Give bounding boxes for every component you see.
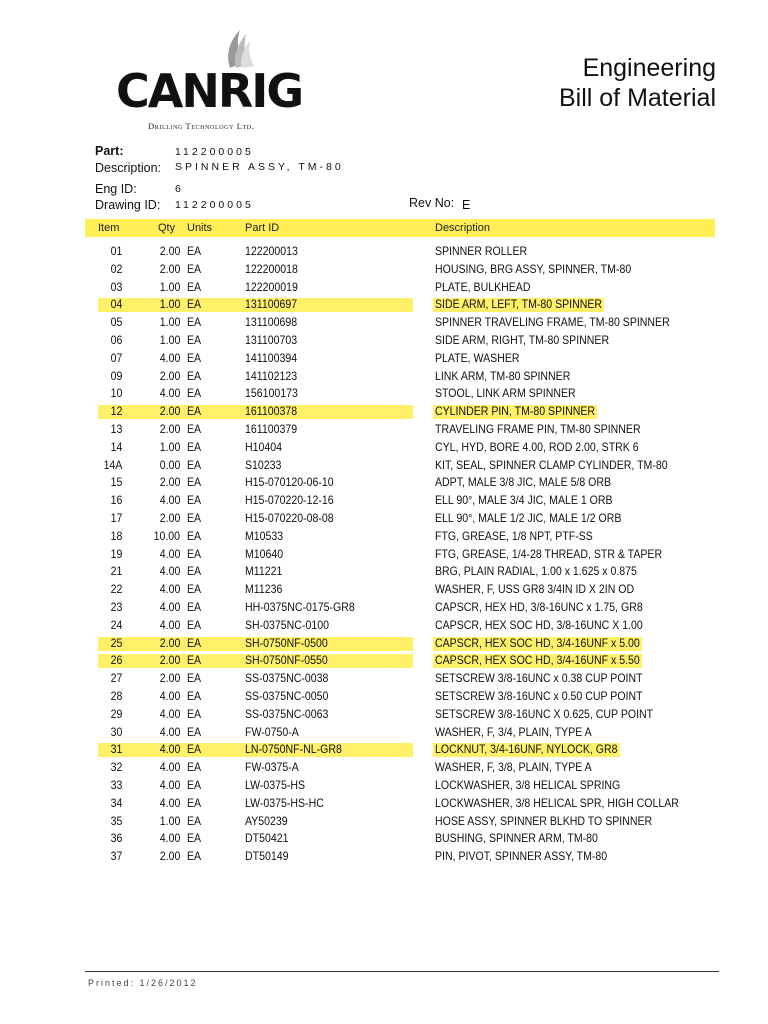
- logo-brand: CANRIG: [116, 64, 303, 118]
- cell-description: ELL 90°, MALE 1/2 JIC, MALE 1/2 ORB: [435, 511, 622, 525]
- cell-part-id: 141100394: [245, 350, 298, 365]
- table-row: [0, 741, 768, 759]
- cell-units: EA: [187, 386, 202, 401]
- cell-units: EA: [187, 564, 202, 579]
- drawing-id-label: Drawing ID:: [95, 198, 161, 212]
- cell-qty: 2.00: [159, 475, 180, 490]
- table-row: [0, 350, 768, 368]
- cell-part-id: M10640: [245, 546, 284, 561]
- cell-item: 09: [110, 368, 122, 383]
- cell-units: EA: [187, 439, 202, 454]
- cell-description: WASHER, F, USS GR8 3/4IN ID X 2IN OD: [435, 582, 635, 597]
- cell-item: 26: [110, 653, 122, 668]
- cell-description: ADPT, MALE 3/8 JIC, MALE 5/8 ORB: [435, 475, 612, 490]
- cell-qty: 4.00: [159, 689, 180, 703]
- cell-description: LOCKWASHER, 3/8 HELICAL SPR, HIGH COLLAR: [435, 795, 679, 810]
- cell-description: CAPSCR, HEX SOC HD, 3/8-16UNC X 1.00: [435, 617, 643, 632]
- cell-units: EA: [187, 297, 202, 312]
- cell-item: 29: [110, 706, 122, 721]
- title-line-1: Engineering: [582, 54, 716, 82]
- cell-description: CYLINDER PIN, TM-80 SPINNER: [435, 404, 596, 419]
- cell-description: PIN, PIVOT, SPINNER ASSY, TM-80: [435, 849, 608, 864]
- cell-units: EA: [187, 546, 202, 561]
- cell-qty: 4.00: [159, 742, 180, 757]
- cell-part-id: 131100698: [245, 315, 298, 330]
- logo-tagline: Drilling Technology Ltd.: [148, 121, 255, 131]
- cell-units: EA: [187, 600, 202, 614]
- cell-part-id: 122200018: [245, 261, 298, 276]
- cell-item: 07: [110, 350, 122, 365]
- table-row: [0, 528, 768, 546]
- cell-item: 18: [110, 528, 122, 543]
- cell-qty: 1.00: [159, 315, 180, 330]
- cell-part-id: 156100173: [245, 386, 298, 401]
- cell-description: KIT, SEAL, SPINNER CLAMP CYLINDER, TM-80: [435, 457, 668, 472]
- cell-item: 35: [110, 813, 122, 828]
- cell-qty: 2.00: [159, 671, 180, 686]
- cell-description: ELL 90°, MALE 3/4 JIC, MALE 1 ORB: [435, 493, 613, 508]
- table-row: [0, 457, 768, 475]
- cell-item: 12: [110, 404, 122, 419]
- table-row: [0, 261, 768, 279]
- drawing-id-value: 112200005: [175, 199, 254, 211]
- cell-description: STOOL, LINK ARM SPINNER: [435, 386, 576, 401]
- cell-description: BRG, PLAIN RADIAL, 1.00 x 1.625 x 0.875: [435, 564, 637, 579]
- cell-description: LOCKWASHER, 3/8 HELICAL SPRING: [435, 778, 621, 792]
- cell-description: HOUSING, BRG ASSY, SPINNER, TM-80: [435, 261, 632, 276]
- cell-description: PLATE, BULKHEAD: [435, 279, 531, 294]
- header-description: Description: [435, 222, 491, 234]
- cell-item: 15: [110, 475, 122, 490]
- cell-item: 34: [110, 795, 122, 810]
- cell-qty: 4.00: [159, 617, 180, 632]
- cell-description: BUSHING, SPINNER ARM, TM-80: [435, 831, 598, 846]
- cell-qty: 4.00: [159, 760, 180, 775]
- cell-description: SIDE ARM, LEFT, TM-80 SPINNER: [435, 297, 603, 312]
- cell-part-id: SS-0375NC-0050: [245, 689, 329, 703]
- cell-units: EA: [187, 795, 202, 810]
- cell-part-id: FW-0375-A: [245, 760, 299, 775]
- cell-units: EA: [187, 706, 202, 721]
- cell-part-id: SS-0375NC-0038: [245, 671, 329, 686]
- cell-units: EA: [187, 742, 202, 757]
- table-row: [0, 314, 768, 332]
- header-qty: Qty: [158, 222, 176, 234]
- cell-units: EA: [187, 813, 202, 828]
- cell-part-id: 122200019: [245, 279, 298, 294]
- cell-units: EA: [187, 724, 202, 739]
- cell-units: EA: [187, 511, 202, 525]
- table-row: [0, 368, 768, 386]
- cell-part-id: H10404: [245, 439, 283, 454]
- footer-divider: [85, 971, 719, 972]
- table-row: [0, 421, 768, 439]
- table-row: [0, 243, 768, 261]
- table-row: [0, 510, 768, 528]
- table-row: [0, 492, 768, 510]
- cell-description: SETSCREW 3/8-16UNC x 0.50 CUP POINT: [435, 689, 643, 703]
- description-label: Description:: [95, 161, 161, 175]
- cell-units: EA: [187, 582, 202, 597]
- cell-description: CAPSCR, HEX SOC HD, 3/4-16UNF x 5.50: [435, 653, 640, 668]
- cell-item: 06: [110, 333, 122, 347]
- cell-description: CAPSCR, HEX HD, 3/8-16UNC x 1.75, GR8: [435, 600, 643, 614]
- table-row: [0, 403, 768, 421]
- cell-qty: 2.00: [159, 653, 180, 668]
- cell-description: WASHER, F, 3/8, PLAIN, TYPE A: [435, 760, 592, 775]
- cell-item: 01: [110, 244, 122, 258]
- rev-no-label: Rev No:: [409, 196, 455, 210]
- cell-units: EA: [187, 653, 202, 668]
- cell-item: 31: [110, 742, 122, 757]
- cell-qty: 1.00: [159, 333, 180, 347]
- cell-units: EA: [187, 333, 202, 347]
- cell-qty: 4.00: [159, 831, 180, 846]
- cell-units: EA: [187, 831, 202, 846]
- cell-item: 13: [110, 422, 122, 436]
- cell-qty: 2.00: [159, 368, 180, 383]
- cell-qty: 1.00: [159, 813, 180, 828]
- cell-description: TRAVELING FRAME PIN, TM-80 SPINNER: [435, 422, 641, 436]
- part-value: 112200005: [175, 146, 254, 158]
- cell-qty: 4.00: [159, 386, 180, 401]
- cell-part-id: 131100697: [245, 297, 298, 312]
- cell-description: FTG, GREASE, 1/4-28 THREAD, STR & TAPER: [435, 546, 663, 561]
- cell-units: EA: [187, 528, 202, 543]
- cell-units: EA: [187, 617, 202, 632]
- cell-description: SIDE ARM, RIGHT, TM-80 SPINNER: [435, 333, 610, 347]
- cell-units: EA: [187, 404, 202, 419]
- cell-qty: 2.00: [159, 849, 180, 864]
- cell-item: 32: [110, 760, 122, 775]
- table-row: [0, 581, 768, 599]
- cell-part-id: SH-0750NF-0550: [245, 653, 328, 668]
- cell-part-id: 141102123: [245, 368, 298, 383]
- table-row: [0, 617, 768, 635]
- table-row: [0, 652, 768, 670]
- table-row: [0, 635, 768, 653]
- cell-description: SPINNER ROLLER: [435, 244, 528, 258]
- cell-part-id: H15-070220-12-16: [245, 493, 334, 508]
- cell-units: EA: [187, 778, 202, 792]
- cell-units: EA: [187, 475, 202, 490]
- header-item: Item: [98, 222, 120, 234]
- cell-part-id: M10533: [245, 528, 284, 543]
- cell-part-id: S10233: [245, 457, 282, 472]
- description-value: SPINNER ASSY, TM-80: [175, 161, 344, 173]
- cell-part-id: H15-070220-08-08: [245, 511, 334, 525]
- cell-qty: 10.00: [153, 528, 180, 543]
- cell-description: CAPSCR, HEX SOC HD, 3/4-16UNF x 5.00: [435, 635, 640, 650]
- cell-item: 03: [110, 279, 122, 294]
- table-row: [0, 385, 768, 403]
- cell-qty: 4.00: [159, 778, 180, 792]
- cell-part-id: 161100379: [245, 422, 298, 436]
- cell-part-id: 161100378: [245, 404, 298, 419]
- cell-description: LOCKNUT, 3/4-16UNF, NYLOCK, GR8: [435, 742, 618, 757]
- table-row: [0, 296, 768, 314]
- cell-item: 02: [110, 261, 122, 276]
- company-logo: [112, 28, 303, 131]
- table-row: [0, 777, 768, 795]
- cell-qty: 4.00: [159, 706, 180, 721]
- cell-qty: 4.00: [159, 724, 180, 739]
- cell-description: LINK ARM, TM-80 SPINNER: [435, 368, 571, 383]
- cell-units: EA: [187, 689, 202, 703]
- cell-part-id: HH-0375NC-0175-GR8: [245, 600, 355, 614]
- eng-id-value: 6: [175, 183, 184, 195]
- table-row: [0, 670, 768, 688]
- table-row: [0, 688, 768, 706]
- printed-date: Printed: 1/26/2012: [88, 978, 198, 988]
- cell-units: EA: [187, 368, 202, 383]
- cell-qty: 1.00: [159, 279, 180, 294]
- cell-qty: 2.00: [159, 261, 180, 276]
- cell-part-id: DT50421: [245, 831, 289, 846]
- table-row: [0, 563, 768, 581]
- cell-item: 19: [110, 546, 122, 561]
- table-row: [0, 813, 768, 831]
- cell-units: EA: [187, 493, 202, 508]
- table-row: [0, 830, 768, 848]
- cell-description: CYL, HYD, BORE 4.00, ROD 2.00, STRK 6: [435, 439, 639, 454]
- cell-units: EA: [187, 760, 202, 775]
- cell-units: EA: [187, 315, 202, 330]
- cell-description: SETSCREW 3/8-16UNC X 0.625, CUP POINT: [435, 706, 654, 721]
- rev-no-value: E: [462, 198, 471, 212]
- cell-item: 10: [110, 386, 122, 401]
- cell-part-id: H15-070120-06-10: [245, 475, 334, 490]
- cell-item: 36: [110, 831, 122, 846]
- cell-item: 22: [110, 582, 122, 597]
- table-row: [0, 279, 768, 297]
- cell-part-id: SH-0750NF-0500: [245, 635, 328, 650]
- cell-item: 30: [110, 724, 122, 739]
- cell-qty: 1.00: [159, 297, 180, 312]
- cell-item: 21: [110, 564, 122, 579]
- table-row: [0, 795, 768, 813]
- cell-item: 14: [110, 439, 122, 454]
- cell-part-id: LW-0375-HS: [245, 778, 306, 792]
- table-row: [0, 848, 768, 866]
- cell-item: 37: [110, 849, 122, 864]
- cell-qty: 2.00: [159, 511, 180, 525]
- cell-part-id: DT50149: [245, 849, 289, 864]
- cell-units: EA: [187, 457, 202, 472]
- cell-qty: 2.00: [159, 635, 180, 650]
- table-row: [0, 332, 768, 350]
- cell-qty: 4.00: [159, 600, 180, 614]
- cell-description: PLATE, WASHER: [435, 350, 520, 365]
- cell-part-id: LW-0375-HS-HC: [245, 795, 324, 810]
- cell-part-id: SH-0375NC-0100: [245, 617, 329, 632]
- cell-qty: 4.00: [159, 795, 180, 810]
- cell-item: 16: [110, 493, 122, 508]
- cell-item: 23: [110, 600, 122, 614]
- cell-qty: 4.00: [159, 493, 180, 508]
- cell-description: FTG, GREASE, 1/8 NPT, PTF-SS: [435, 528, 593, 543]
- cell-qty: 4.00: [159, 350, 180, 365]
- cell-units: EA: [187, 279, 202, 294]
- table-row: [0, 706, 768, 724]
- cell-item: 14A: [103, 457, 122, 472]
- cell-item: 05: [110, 315, 122, 330]
- cell-description: SPINNER TRAVELING FRAME, TM-80 SPINNER: [435, 315, 670, 330]
- cell-item: 25: [110, 635, 122, 650]
- cell-qty: 2.00: [159, 422, 180, 436]
- table-row: [0, 474, 768, 492]
- header-units: Units: [187, 222, 213, 234]
- cell-units: EA: [187, 849, 202, 864]
- cell-qty: 4.00: [159, 582, 180, 597]
- cell-part-id: SS-0375NC-0063: [245, 706, 329, 721]
- table-row: [0, 546, 768, 564]
- table-row: [0, 759, 768, 777]
- cell-part-id: LN-0750NF-NL-GR8: [245, 742, 342, 757]
- cell-qty: 2.00: [159, 244, 180, 258]
- title-line-2: Bill of Material: [559, 84, 716, 112]
- document-title: [559, 53, 716, 113]
- table-row: [0, 724, 768, 742]
- cell-item: 33: [110, 778, 122, 792]
- cell-units: EA: [187, 261, 202, 276]
- cell-part-id: M11221: [245, 564, 283, 579]
- part-label: Part:: [95, 144, 124, 158]
- cell-units: EA: [187, 350, 202, 365]
- table-row: [0, 439, 768, 457]
- table-header-band: [85, 219, 715, 237]
- header-part-id: Part ID: [245, 222, 280, 234]
- table-row: [0, 599, 768, 617]
- cell-item: 17: [110, 511, 122, 525]
- cell-qty: 1.00: [159, 439, 180, 454]
- cell-part-id: FW-0750-A: [245, 724, 299, 739]
- cell-item: 04: [110, 297, 122, 312]
- cell-part-id: AY50239: [245, 813, 288, 828]
- cell-item: 28: [110, 689, 122, 703]
- cell-description: HOSE ASSY, SPINNER BLKHD TO SPINNER: [435, 813, 653, 828]
- cell-part-id: 131100703: [245, 333, 298, 347]
- cell-units: EA: [187, 671, 202, 686]
- eng-id-label: Eng ID:: [95, 182, 137, 196]
- cell-units: EA: [187, 635, 202, 650]
- cell-part-id: 122200013: [245, 244, 298, 258]
- cell-description: SETSCREW 3/8-16UNC x 0.38 CUP POINT: [435, 671, 643, 686]
- cell-item: 24: [110, 617, 122, 632]
- cell-description: WASHER, F, 3/4, PLAIN, TYPE A: [435, 724, 592, 739]
- cell-qty: 2.00: [159, 404, 180, 419]
- cell-qty: 4.00: [159, 564, 180, 579]
- cell-units: EA: [187, 422, 202, 436]
- cell-item: 27: [110, 671, 122, 686]
- cell-part-id: M11236: [245, 582, 283, 597]
- cell-qty: 4.00: [159, 546, 180, 561]
- cell-units: EA: [187, 244, 202, 258]
- cell-qty: 0.00: [159, 457, 180, 472]
